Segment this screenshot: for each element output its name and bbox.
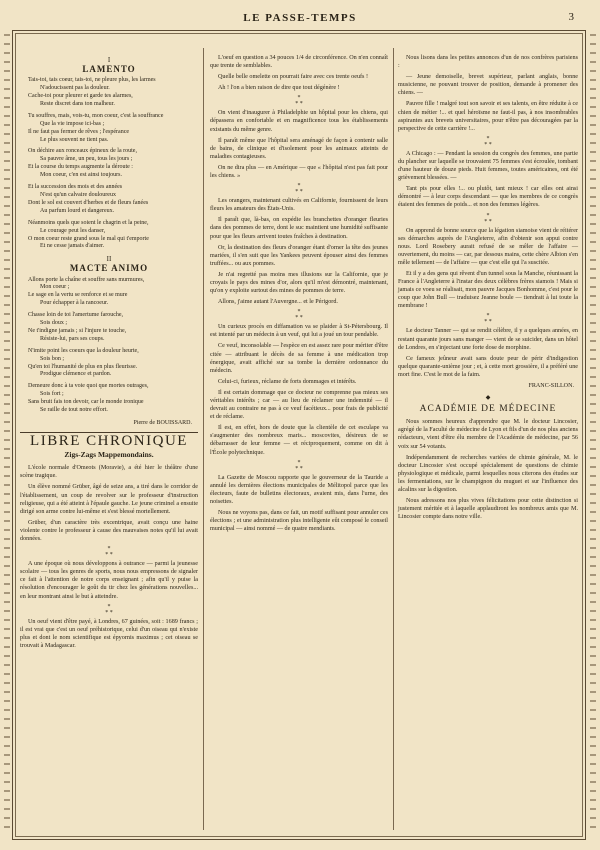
author-signoff: FRANC-SILLON. xyxy=(528,383,574,389)
poem-stanza xyxy=(28,77,198,109)
verse-line: Demeure donc à ta voie quoi que mortes outrages, xyxy=(28,383,149,390)
paragraph: Un curieux procès en diffamation va se plaider à St-Pétersbourg. Il est intenté par un médecin à un veuf, qui lui a joué un tour pendable. xyxy=(210,324,388,339)
verse-line: Et ne cesse jamais d'aimer. xyxy=(40,243,105,250)
verse-line: Mon coeur ; xyxy=(40,284,70,291)
verse-line: Sois doux ; xyxy=(40,320,68,327)
poem-stanza xyxy=(28,184,198,216)
poem-number: II xyxy=(106,255,112,264)
asterism-ornament: * * * xyxy=(295,183,303,196)
article-body xyxy=(210,54,388,533)
paragraph: Grüber, d'un caractère très excentrique, avait conçu une haine violente contre le professeur à cause des mauvaises notes qu'il lui avait données. xyxy=(20,519,198,543)
paragraph: Un oeuf vient d'être payé, à Londres, 67 guinées, soit : 1689 francs ; il est vrai que c'est un oeuf préhistorique, celui d'un oiseau qui n'existe plus et dont le nom scientifique est épyornis maximus ; cet oiseau se trouvait à Madagascar. xyxy=(20,618,198,649)
paragraph: On vient d'inaugurer à Philadelphie un hôpital pour les chiens, qui dépassera en confortable et en magnificence tous les établissements existants du même genre. xyxy=(210,110,388,133)
poem-stanza xyxy=(28,220,198,252)
poem-body xyxy=(20,277,198,416)
paragraph: Il est, en effet, hors de doute que la clientèle de cet esculape va s'augmenter des nombreux maris... moscovites, désireux de se débarrasser de leur femme — et réciproquement, comme on dit à l'École polytechnique. xyxy=(210,425,388,456)
column-middle xyxy=(210,54,388,536)
verse-line: Le courage peut les danser, xyxy=(40,227,106,234)
verse-line: Sois bon ; xyxy=(40,355,65,362)
paragraph: Le docteur Tanner — qui se rendit célèbre, il y a quelques années, en restant quarante jours sans manger — vient de se suicider, dans un hôtel de Londres, en s'injectant une forte dose de morphine. xyxy=(398,328,578,351)
verse-line: Sois fort ; xyxy=(40,391,64,398)
verse-line: Néanmoins quels que soient le chagrin et la peine, xyxy=(28,219,149,226)
section-subtitle: Zigs-Zags Mappemondains. xyxy=(64,450,154,460)
verse-line: Sans bruit fais ton devoir, car le monde ironique xyxy=(28,399,144,406)
paragraph: Les orangers, maintenant cultivés en Californie, fournissent de leurs fleurs les amateurs des États-Unis. xyxy=(210,198,388,213)
verse-line: Le sage en la vertu se renforce et se mure xyxy=(28,292,128,299)
paragraph: L'oeuf en question a 34 pouces 1/4 de circonférence. On n'en connaît que trente de semblables. xyxy=(210,55,388,70)
verse-line: Sa pauvre âme, un peu, tous les jours ; xyxy=(40,156,133,163)
paragraph: Pauvre fille ! malgré tout son savoir et ses talents, en être réduite à ce chien de métier !... et quel héroïsme ne faut-il pas, à nos insombrables aspirantes aux brevets universitaires, pour n'être pas découragées par la perspective de cette carrière !... xyxy=(398,101,578,132)
paragraph: Ce fameux jeûneur avait sans doute peur de périr d'indigestion quelque quarante-unième jour ; et, à cette mort grossière, il a préféré une mort fine. C'est le mot de la faim. xyxy=(398,355,578,378)
verse-line: On déchire aux ronceaux épineux de la route, xyxy=(28,148,137,155)
section-separator: ◆ xyxy=(485,395,491,402)
paragraph: Un élève nommé Grüber, âgé de seize ans, a tiré dans le corridor de l'établissement, un coup de revolver sur le professeur d'instruction religieuse, qui a été atteint à l'épaule gauche. Le jeune criminel a ensuite dirigé son arme contre lui-même et s'est blessé mortellement. xyxy=(20,484,198,515)
asterism-ornament: * * * xyxy=(484,212,492,225)
column-divider xyxy=(393,48,394,830)
asterism-ornament: * * * xyxy=(295,95,303,108)
article-body xyxy=(398,54,578,379)
paragraph: Ah ! l'on a bien raison de dire que tout dégénère ! xyxy=(218,85,340,92)
poem-signature: Pierre de BOUISSARD. xyxy=(133,420,192,426)
paragraph: Il paraît que, là-bas, on expédie les branchettes d'oranger fleuries dans des pommes de terre, dont le suc maintient une humidité suffisante pour que les fleurs arrivent toutes fraîches à destination. xyxy=(210,217,388,240)
paragraph: Allons, j'aime autant l'Auvergne... et le Périgord. xyxy=(218,299,338,306)
asterism-ornament: * * * xyxy=(105,603,113,616)
verse-line: Allons porte la chaîne et souffre sans murmures, xyxy=(28,276,145,283)
paragraph: Indépendamment de recherches variées de chimie générale, M. le docteur Lincosier s'est occupé spécialement de questions de chimie physiologique et médicale, parmi lesquelles nous citerons des études sur les fermentations, sur le champignon du muguet et sur l'influence des alcalins sur la digestion. xyxy=(398,454,578,494)
poem-stanza xyxy=(28,312,198,344)
paragraph: Celui-ci, furieux, réclame de forts dommages et intérêts. xyxy=(218,378,357,385)
poem-stanza xyxy=(28,383,198,415)
verse-line: Mon coeur, c'en est ainsi toujours. xyxy=(40,172,122,179)
verse-line: Chasse loin de toi l'amertume farouche, xyxy=(28,312,124,319)
paragraph: Quelle belle omelette on pourrait faire avec ces trente oeufs ! xyxy=(218,74,369,81)
poem-body xyxy=(20,77,198,251)
paragraph: Et il y a des gens qui rêvent d'un tunnel sous la Manche, réunissant la France à l'Angleterre à l'instar des deux célèbres frères siamois ! Mais si jamais ce voeu se réalisait, mon pauvre Jacques Bonhomme, c'est pour le coup que John Bull — traduisez Jeanne boule — tiendrait à lui toute la membrane ! xyxy=(398,270,578,310)
left-border-ornament xyxy=(4,34,10,834)
newspaper-title: LE PASSE-TEMPS xyxy=(243,12,357,24)
poem-number: I xyxy=(107,56,111,64)
article-body xyxy=(20,464,198,650)
poem-title: MACTE ANIMO xyxy=(69,263,149,274)
verse-line: Que la vie impose ici-bas ; xyxy=(40,120,105,127)
verse-line: Se raille de tout notre effort. xyxy=(40,407,108,414)
poem-title: LAMENTO xyxy=(82,64,136,75)
right-border-ornament xyxy=(590,34,596,834)
paragraph: On ne dira plus — en Amérique — que « l'hôpital n'est pas fait pour les chiens. » xyxy=(210,164,388,180)
paragraph: — Jeune demoiselle, brevet supérieur, parlant anglais, bonne musicienne, ne pouvant trouver de position, demande à promener des chiens. — xyxy=(398,74,578,97)
verse-line: Le plus souvent ne tient pas. xyxy=(40,136,109,143)
paragraph: Nous adressons nos plus vives félicitations pour cette distinction si justement méritée et à laquelle applaudiront les nombreux amis que M. Lincosier compte dans notre ville. xyxy=(398,498,578,521)
verse-line: Résiste-lui, pars ses coups. xyxy=(40,335,105,342)
paragraph: Il est certain dommage que ce docteur ne comprenne pas mieux ses véritables intérêts ; car — au lieu de réclamer une indemnité — il devrait au contraire ne pas à ce veuf facétieux... pour frais de publicité et de réclame. xyxy=(210,389,388,421)
verse-line: N'est qu'un calvaire douloureux xyxy=(40,191,116,198)
verse-line: Tu souffres, mais, vois-tu, mon coeur, c'est la souffrance xyxy=(28,112,164,119)
poem-stanza xyxy=(28,277,198,309)
asterism-ornament: * * * xyxy=(484,135,492,148)
asterism-ornament: * * * xyxy=(484,313,492,326)
section-title: ACADÉMIE DE MÉDECINE xyxy=(419,404,557,415)
asterism-ornament: * * * xyxy=(295,309,303,322)
section-title: LIBRE CHRONIQUE xyxy=(30,433,188,450)
verse-line: Et la succession des mois et des années xyxy=(28,184,123,191)
verse-line: Et la course du temps augmente la déroute : xyxy=(28,164,133,171)
paragraph: A Chicago : — Pendant la session du congrès des femmes, une partie du plancher sur laquelle se trouvaient 75 femmes s'est écroulée, tombant d'une hauteur de douze pieds. Huit femmes, toutes américaines, ont été grièvement blessées. — xyxy=(398,150,578,182)
poem-stanza xyxy=(28,348,198,380)
verse-line: Prodigue clémence et pardon. xyxy=(40,371,112,378)
asterism-ornament: * * * xyxy=(105,546,113,559)
verse-line: Cache-toi pour pleurer et garde tes alarmes, xyxy=(28,93,133,99)
paragraph: Il paraît même que l'hôpital sera aménagé de façon à contenir salle de bains, de clinique et d'isolement pour les animaux atteints de maladies contagieuses. xyxy=(210,137,388,160)
paragraph: Je n'ai regretté pas moins mes illusions sur la Californie, que je croyais le pays des mines d'or, alors qu'il m'est démontré, maintenant, qu'on y exploite surtout des mines de pommes de terre. xyxy=(210,271,388,295)
verse-line: N'imite point les coeurs que la douleur heurte, xyxy=(28,347,139,354)
verse-line: Ne t'indigne jamais ; si l'injure te touche, xyxy=(28,327,127,334)
paragraph: L'école normale d'Omeots (Moravie), a été hier le théâtre d'une scène tragique. xyxy=(20,465,198,480)
verse-line: Qu'en toi l'humanité de plus en plus fleurisse. xyxy=(28,363,138,370)
column-right xyxy=(398,54,578,524)
paragraph: Or, la destination des fleurs d'oranger étant d'orner la tête des jeunes mariées, il s'en suit que les Yankees peuvent épouser ainsi des femmes truffées... ou aux pommes. xyxy=(210,244,388,267)
verse-line: Reste discret dans ton malheur. xyxy=(40,100,115,107)
verse-line: Pour échapper à la rancoeur. xyxy=(40,300,109,307)
column-divider xyxy=(203,48,204,830)
paragraph: La Gazette de Moscou rapporte que le gouverneur de la Tauride a annulé les dernières élections municipales de Mélitopol parce que les électeurs, faute de bulletins électoraux, avaient mis, dans l'urne, des noisettes. xyxy=(210,474,388,505)
verse-line: Au parfum lourd et dangereux. xyxy=(40,207,115,214)
verse-line: N'adoucissent pas la douleur. xyxy=(40,85,110,92)
page-number: 3 xyxy=(568,11,574,23)
paragraph: Ce veuf, inconsolable — l'espèce en est assez rare pour mériter d'être citée — attribuant le décès de sa femme à une médication trop énergique, avait affiché sur sa tombe la dernière ordonnance du médecin. xyxy=(210,343,388,374)
asterism-ornament: * * * xyxy=(295,459,303,472)
paragraph: Nous ne voyons pas, dans ce fait, un motif suffisant pour annuler ces élections ; et une administration plus intelligente eût composé le conseil municipal — ainsi nommé — de quatre mendiants. xyxy=(210,510,388,533)
column-left xyxy=(20,54,198,653)
paragraph: A une époque où nous développons à outrance — parmi la jeunesse scolaire — tous les genres de sports, nous nous empressons de signaler ce fait à l'attention de notre corps enseignant ; afin qu'il y puise la résolution d'encourager le goût du tir chez les générations nouvelles... en leur montrant ainsi le but à atteindre. xyxy=(20,561,198,600)
paragraph: Nous lisons dans les petites annonces d'un de nos confrères parisiens : xyxy=(398,55,578,70)
paragraph: On apprend de bonne source que la légation siamoise vient de réitérer ses démarches auprès de l'Angleterre, afin d'obtenir son appui contre nous. Lord Rosebery aurait refusé de se mêler de l'affaire — ouvertement, du moins — car, par dessous mains, cette chère Albion s'en mêle tellement — de l'affaire — que c'est elle qui l'a suscitée. xyxy=(398,227,578,266)
verse-line: O mon coeur reste grand sous le mal qui t'emporte xyxy=(28,235,149,242)
verse-line: Tais-toi, tais coeur, tais-toi, ne pleure plus, les larmes xyxy=(28,77,156,84)
verse-line: Dont le sol est couvert d'herbes et de fleurs fanées xyxy=(28,199,149,206)
verse-line: Il ne faut pas fermer de rêves ; l'espérance xyxy=(28,128,130,135)
paragraph: Tant pis pour elles !... ou plutôt, tant mieux ! car elles ont ainsi démontré — à leur corps descendant — que les membres de ce congrès étaient des femmes de poids... et non des femmes légères. xyxy=(398,186,578,209)
poem-stanza xyxy=(28,113,198,145)
poem-stanza xyxy=(28,148,198,180)
paragraph: Nous sommes heureux d'apprendre que M. le docteur Lincosier, agrégé de la Faculté de médecine de Lyon et fils d'un de nos plus anciens rédacteurs, vient d'être élu membre de l'Académie de médecine, par 56 voix sur 54 votants. xyxy=(398,419,578,450)
article-body xyxy=(398,418,578,521)
